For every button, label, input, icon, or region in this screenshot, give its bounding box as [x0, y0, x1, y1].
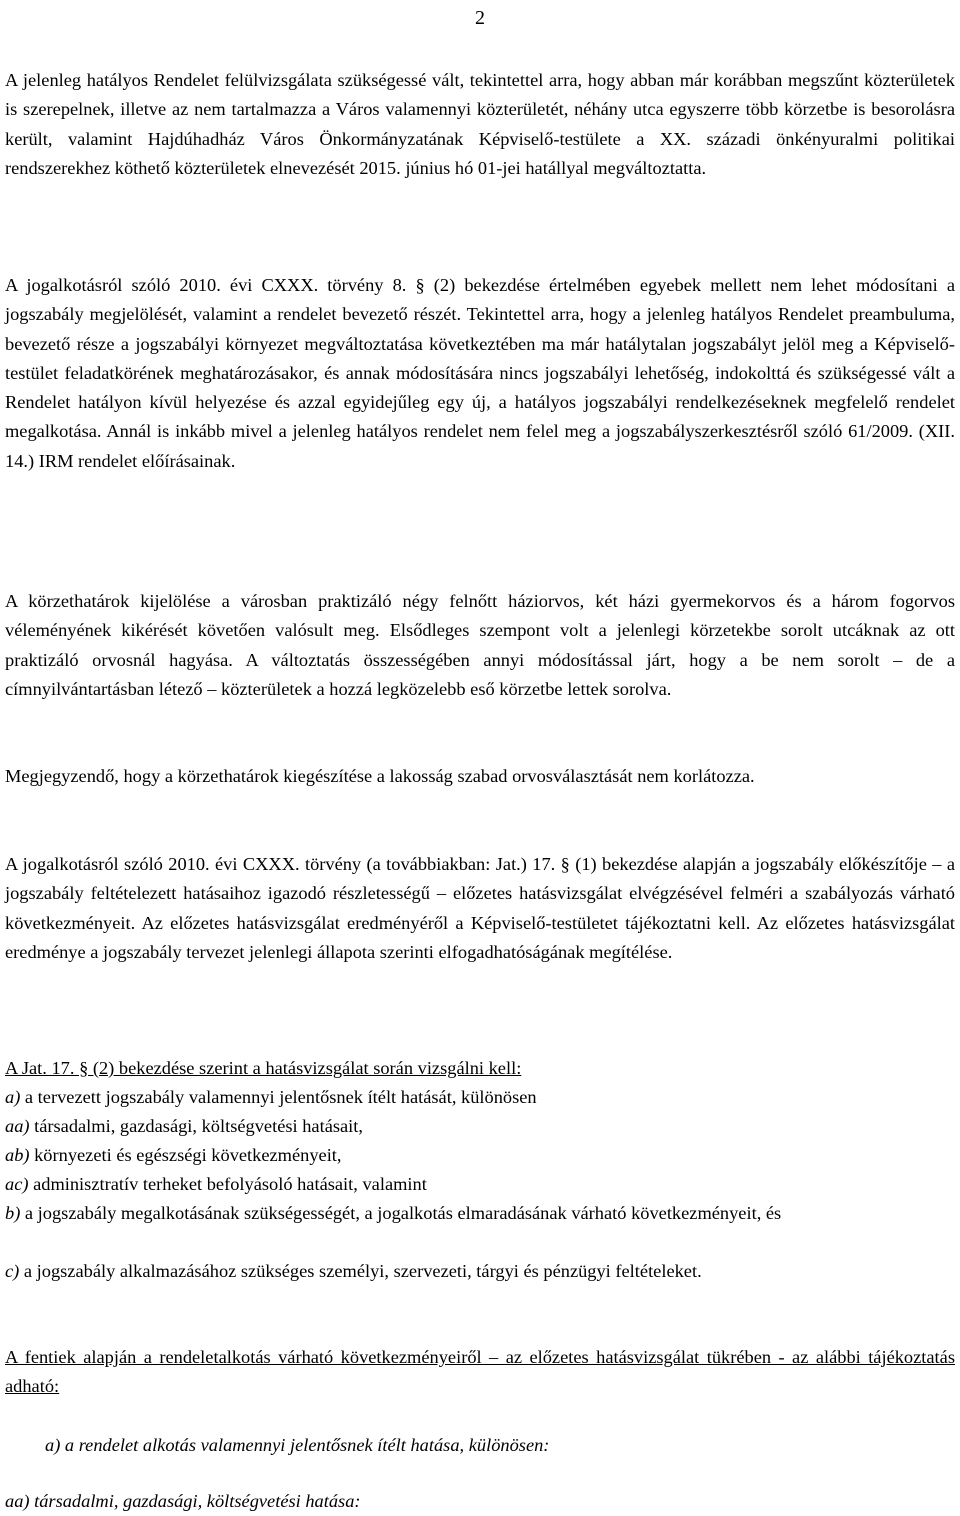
paragraph-impact-assessment: A jogalkotásról szóló 2010. évi CXXX. törvény (a továbbiakban: Jat.) 17. § (1) bekezdése alapján a jogszabály előkészítője – a jogszabály feltételezett hatásaihoz igazodó részletességű – előzetes hatásvizsgálat elvégzésével felméri a szabályozás várható következményeit. Az előzetes hatásvizsgálat eredményéről a Képviselő-testületet tájékoztatni kell. Az előzetes hatásvizsgálat eredménye a jogszabály tervezet jelenlegi állapota szerinti elfogadhatóságának megítélése. [5, 854, 955, 962]
list-text: a jogszabály megalkotásának szükségességét, a jogalkotás elmaradásának várható következményeit, és [20, 1203, 782, 1223]
summary-heading: A fentiek alapján a rendeletalkotás várható következményeiről – az előzetes hatásvizsgálat tükrében - az alábbi tájékoztatás adható: [5, 1347, 955, 1397]
list-marker: ac) [5, 1174, 29, 1194]
list-item [5, 1170, 955, 1199]
list-text: környezeti és egészségi következményeit, [29, 1145, 342, 1165]
list-item [5, 1199, 955, 1228]
page-number: 2 [475, 7, 485, 29]
list-text: a tervezett jogszabály valamennyi jelentősnek ítélt hatását, különösen [20, 1087, 537, 1107]
jat-heading: A Jat. 17. § (2) bekezdése szerint a hatásvizsgálat során vizsgálni kell: [5, 1058, 522, 1078]
paragraph-district-boundaries: A körzethatárok kijelölése a városban praktizáló négy felnőtt háziorvos, két házi gyermekorvos és a három fogorvos véleményének kikérését követően valósult meg. Elsődleges szempont volt a jelenlegi körzetekbe sorolt utcáknak az ott praktizáló orvosnál hagyása. A változtatás összességében annyi módosítással járt, hogy a be nem sorolt – de a címnyilvántartásban létező – közterületek a hozzá legközelebb eső körzetbe lettek sorolva. [5, 591, 955, 699]
list-item [5, 1141, 955, 1170]
list-marker: ab) [5, 1145, 30, 1165]
list-marker: c) [5, 1261, 20, 1281]
bullet-aa: aa) társadalmi, gazdasági, költségvetési hatása: [5, 1491, 361, 1511]
bullet-a: a) a rendelet alkotás valamennyi jelentősnek ítélt hatása, különösen: [45, 1435, 550, 1455]
paragraph-note: Megjegyzendő, hogy a körzethatárok kiegészítése a lakosság szabad orvosválasztását nem korlátozza. [5, 766, 755, 786]
list-text: társadalmi, gazdasági, költségvetési hatásait, [29, 1116, 363, 1136]
list-marker: b) [5, 1203, 21, 1223]
list-item [5, 1112, 955, 1141]
list-marker: a) [5, 1087, 21, 1107]
paragraph-legal-basis: A jogalkotásról szóló 2010. évi CXXX. törvény 8. § (2) bekezdése értelmében egyebek mellett nem lehet módosítani a jogszabály megjelölését, valamint a rendelet bevezető részét. Tekintettel arra, hogy a jelenleg hatályos Rendelet preambuluma, bevezető része a jogszabályi környezet megváltoztatása következtében ma már hatálytalan jogszabályt jelöl meg a Képviselő-testület feladatkörének meghatározásakor, és annak módosítására nincs jogszabályi lehetőség, indokolttá és szükségessé vált a Rendelet hatályon kívül helyezése és azzal egyidejűleg egy új, a hatályos jogszabályi rendelkezéseknek megfelelő rendelet megalkotása. Annál is inkább mivel a jelenleg hatályos rendelet nem felel meg a jogszabályszerkesztésről szóló 61/2009. (XII. 14.) IRM rendelet előírásainak. [5, 275, 955, 471]
list-item [5, 1083, 955, 1112]
list-text: adminisztratív terheket befolyásoló hatásait, valamint [28, 1174, 427, 1194]
list-item [5, 1257, 955, 1286]
paragraph-review-reason: A jelenleg hatályos Rendelet felülvizsgálata szükségessé vált, tekintettel arra, hogy abban már korábban megszűnt közterületek is szerepelnek, illetve az nem tartalmazza a Város valamennyi közterületét, néhány utca egyszerre több körzetbe is besorolásra került, valamint Hajdúhadház Város Önkormányzatának Képviselő-testülete a XX. századi önkényuralmi politikai rendszerekhez köthető közterületek elnevezését 2015. június hó 01-jei hatállyal megváltoztatta. [5, 70, 955, 178]
list-marker: aa) [5, 1116, 30, 1136]
list-text: a jogszabály alkalmazásához szükséges személyi, szervezeti, tárgyi és pénzügyi feltételeket. [19, 1261, 702, 1281]
